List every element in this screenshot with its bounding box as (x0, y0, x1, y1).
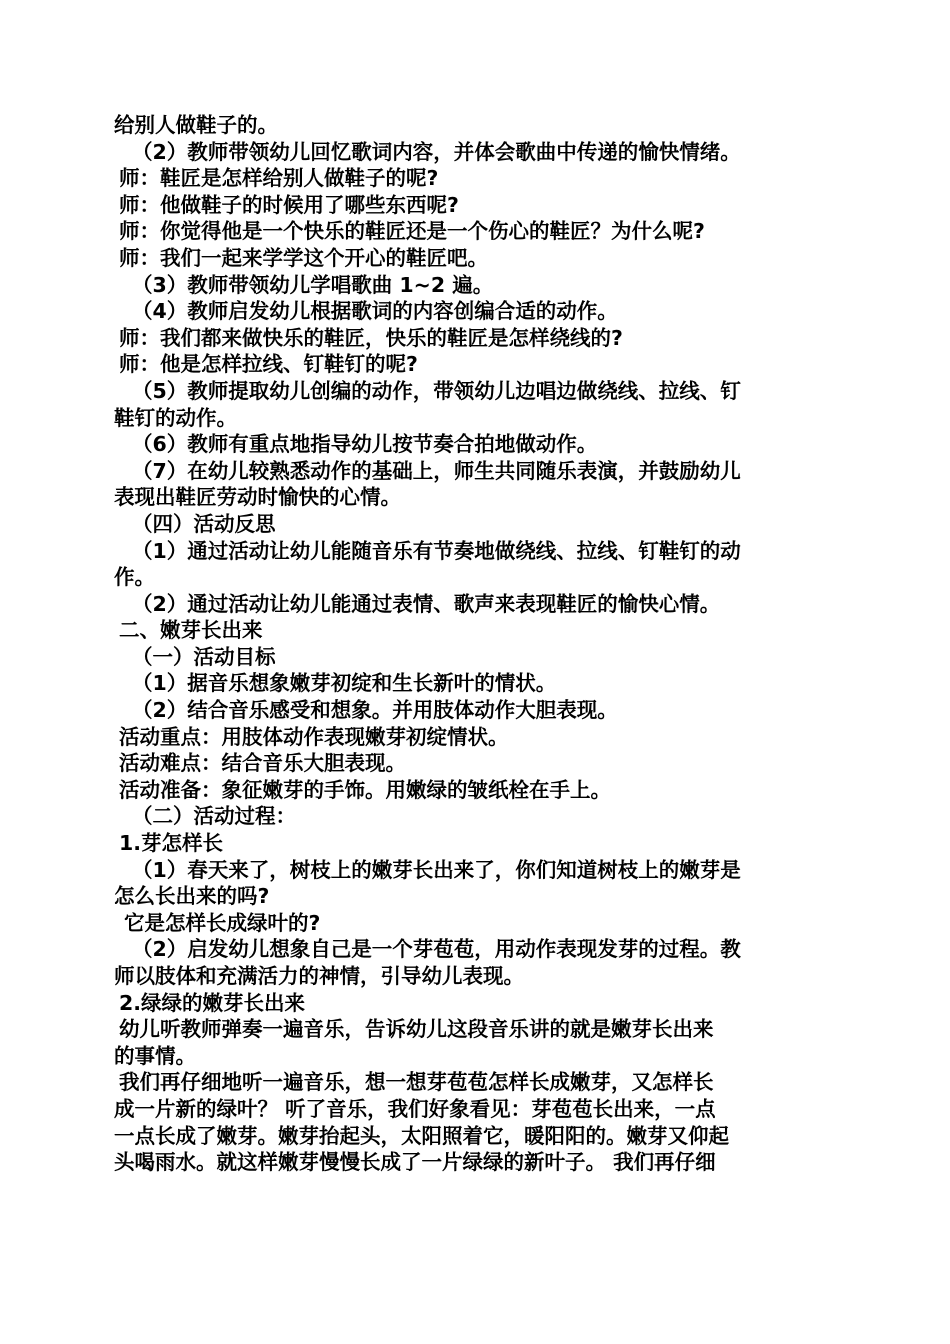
text-line: 师：我们一起来学学这个开心的鞋匠吧。 (119, 245, 488, 270)
section-heading: （四）活动反思 (132, 511, 276, 536)
text-line: 师：他是怎样拉线、钉鞋钉的呢? (119, 352, 418, 377)
subsection-heading: 2.绿绿的嫩芽长出来 (119, 990, 306, 1015)
text-line: 师：他做鞋子的时候用了哪些东西呢? (119, 192, 459, 217)
text-line: 一点长成了嫩芽。嫩芽抬起头，太阳照着它，暖阳阳的。嫩芽又仰起 (114, 1123, 729, 1148)
section-heading: （二）活动过程： (132, 804, 296, 829)
text-line: 活动重点：用肢体动作表现嫩芽初绽情状。 (119, 724, 509, 749)
text-line: （2）教师带领幼儿回忆歌词内容，并体会歌曲中传递的愉快情绪。 (132, 139, 741, 164)
text-line: （2）通过活动让幼儿能通过表情、歌声来表现鞋匠的愉快心情。 (132, 591, 721, 616)
document-page (114, 112, 834, 1176)
text-line: 师：鞋匠是怎样给别人做鞋子的呢? (119, 166, 439, 191)
text-line: 表现出鞋匠劳动时愉快的心情。 (114, 485, 401, 510)
text-line: （1）春天来了，树枝上的嫩芽长出来了，你们知道树枝上的嫩芽是 (132, 857, 741, 882)
text-line: （2）结合音乐感受和想象。并用肢体动作大胆表现。 (132, 698, 618, 723)
text-line: 怎么长出来的吗? (114, 884, 270, 909)
text-line: 的事情。 (114, 1043, 196, 1068)
subsection-heading: 1.芽怎样长 (119, 831, 224, 856)
text-line: 它是怎样长成绿叶的? (124, 910, 321, 935)
text-line: 幼儿听教师弹奏一遍音乐，告诉幼儿这段音乐讲的就是嫩芽长出来 (119, 1017, 714, 1042)
text-line: （3）教师带领幼儿学唱歌曲 1~2 遍。 (132, 272, 494, 297)
text-line: 头喝雨水。就这样嫩芽慢慢长成了一片绿绿的新叶子。 我们再仔细 (114, 1150, 716, 1175)
text-line: （4）教师启发幼儿根据歌词的内容创编合适的动作。 (132, 299, 618, 324)
text-line: （1）据音乐想象嫩芽初绽和生长新叶的情状。 (132, 671, 557, 696)
text-line: 给别人做鞋子的。 (114, 113, 278, 137)
text-line: （7）在幼儿较熟悉动作的基础上，师生共同随乐表演，并鼓励幼儿 (132, 458, 741, 483)
text-line: 鞋钉的动作。 (114, 405, 237, 430)
text-line: 成一片新的绿叶？ 听了音乐，我们好象看见：芽苞苞长出来，一点 (114, 1096, 716, 1121)
text-line: 师：我们都来做快乐的鞋匠，快乐的鞋匠是怎样绕线的? (119, 325, 623, 350)
section-heading: 二、嫩芽长出来 (119, 618, 263, 643)
text-line: 师以肢体和充满活力的神情，引导幼儿表现。 (114, 964, 524, 988)
text-line: （2）启发幼儿想象自己是一个芽苞苞，用动作表现发芽的过程。教 (132, 937, 741, 962)
section-heading: （一）活动目标 (132, 644, 276, 669)
text-line: （5）教师提取幼儿创编的动作，带领幼儿边唱边做绕线、拉线、钉 (132, 378, 741, 403)
text-line: 我们再仔细地听一遍音乐，想一想芽苞苞怎样长成嫩芽，又怎样长 (119, 1070, 714, 1095)
text-line: 活动准备：象征嫩芽的手饰。用嫩绿的皱纸栓在手上。 (119, 777, 611, 802)
text-line: （1）通过活动让幼儿能随音乐有节奏地做绕线、拉线、钉鞋钉的动 (132, 538, 741, 563)
text-line: （6）教师有重点地指导幼儿按节奏合拍地做动作。 (132, 432, 598, 457)
text-line: 活动难点：结合音乐大胆表现。 (119, 751, 406, 776)
text-line: 师：你觉得他是一个快乐的鞋匠还是一个伤心的鞋匠？为什么呢? (119, 219, 705, 244)
text-line: 作。 (114, 565, 155, 590)
